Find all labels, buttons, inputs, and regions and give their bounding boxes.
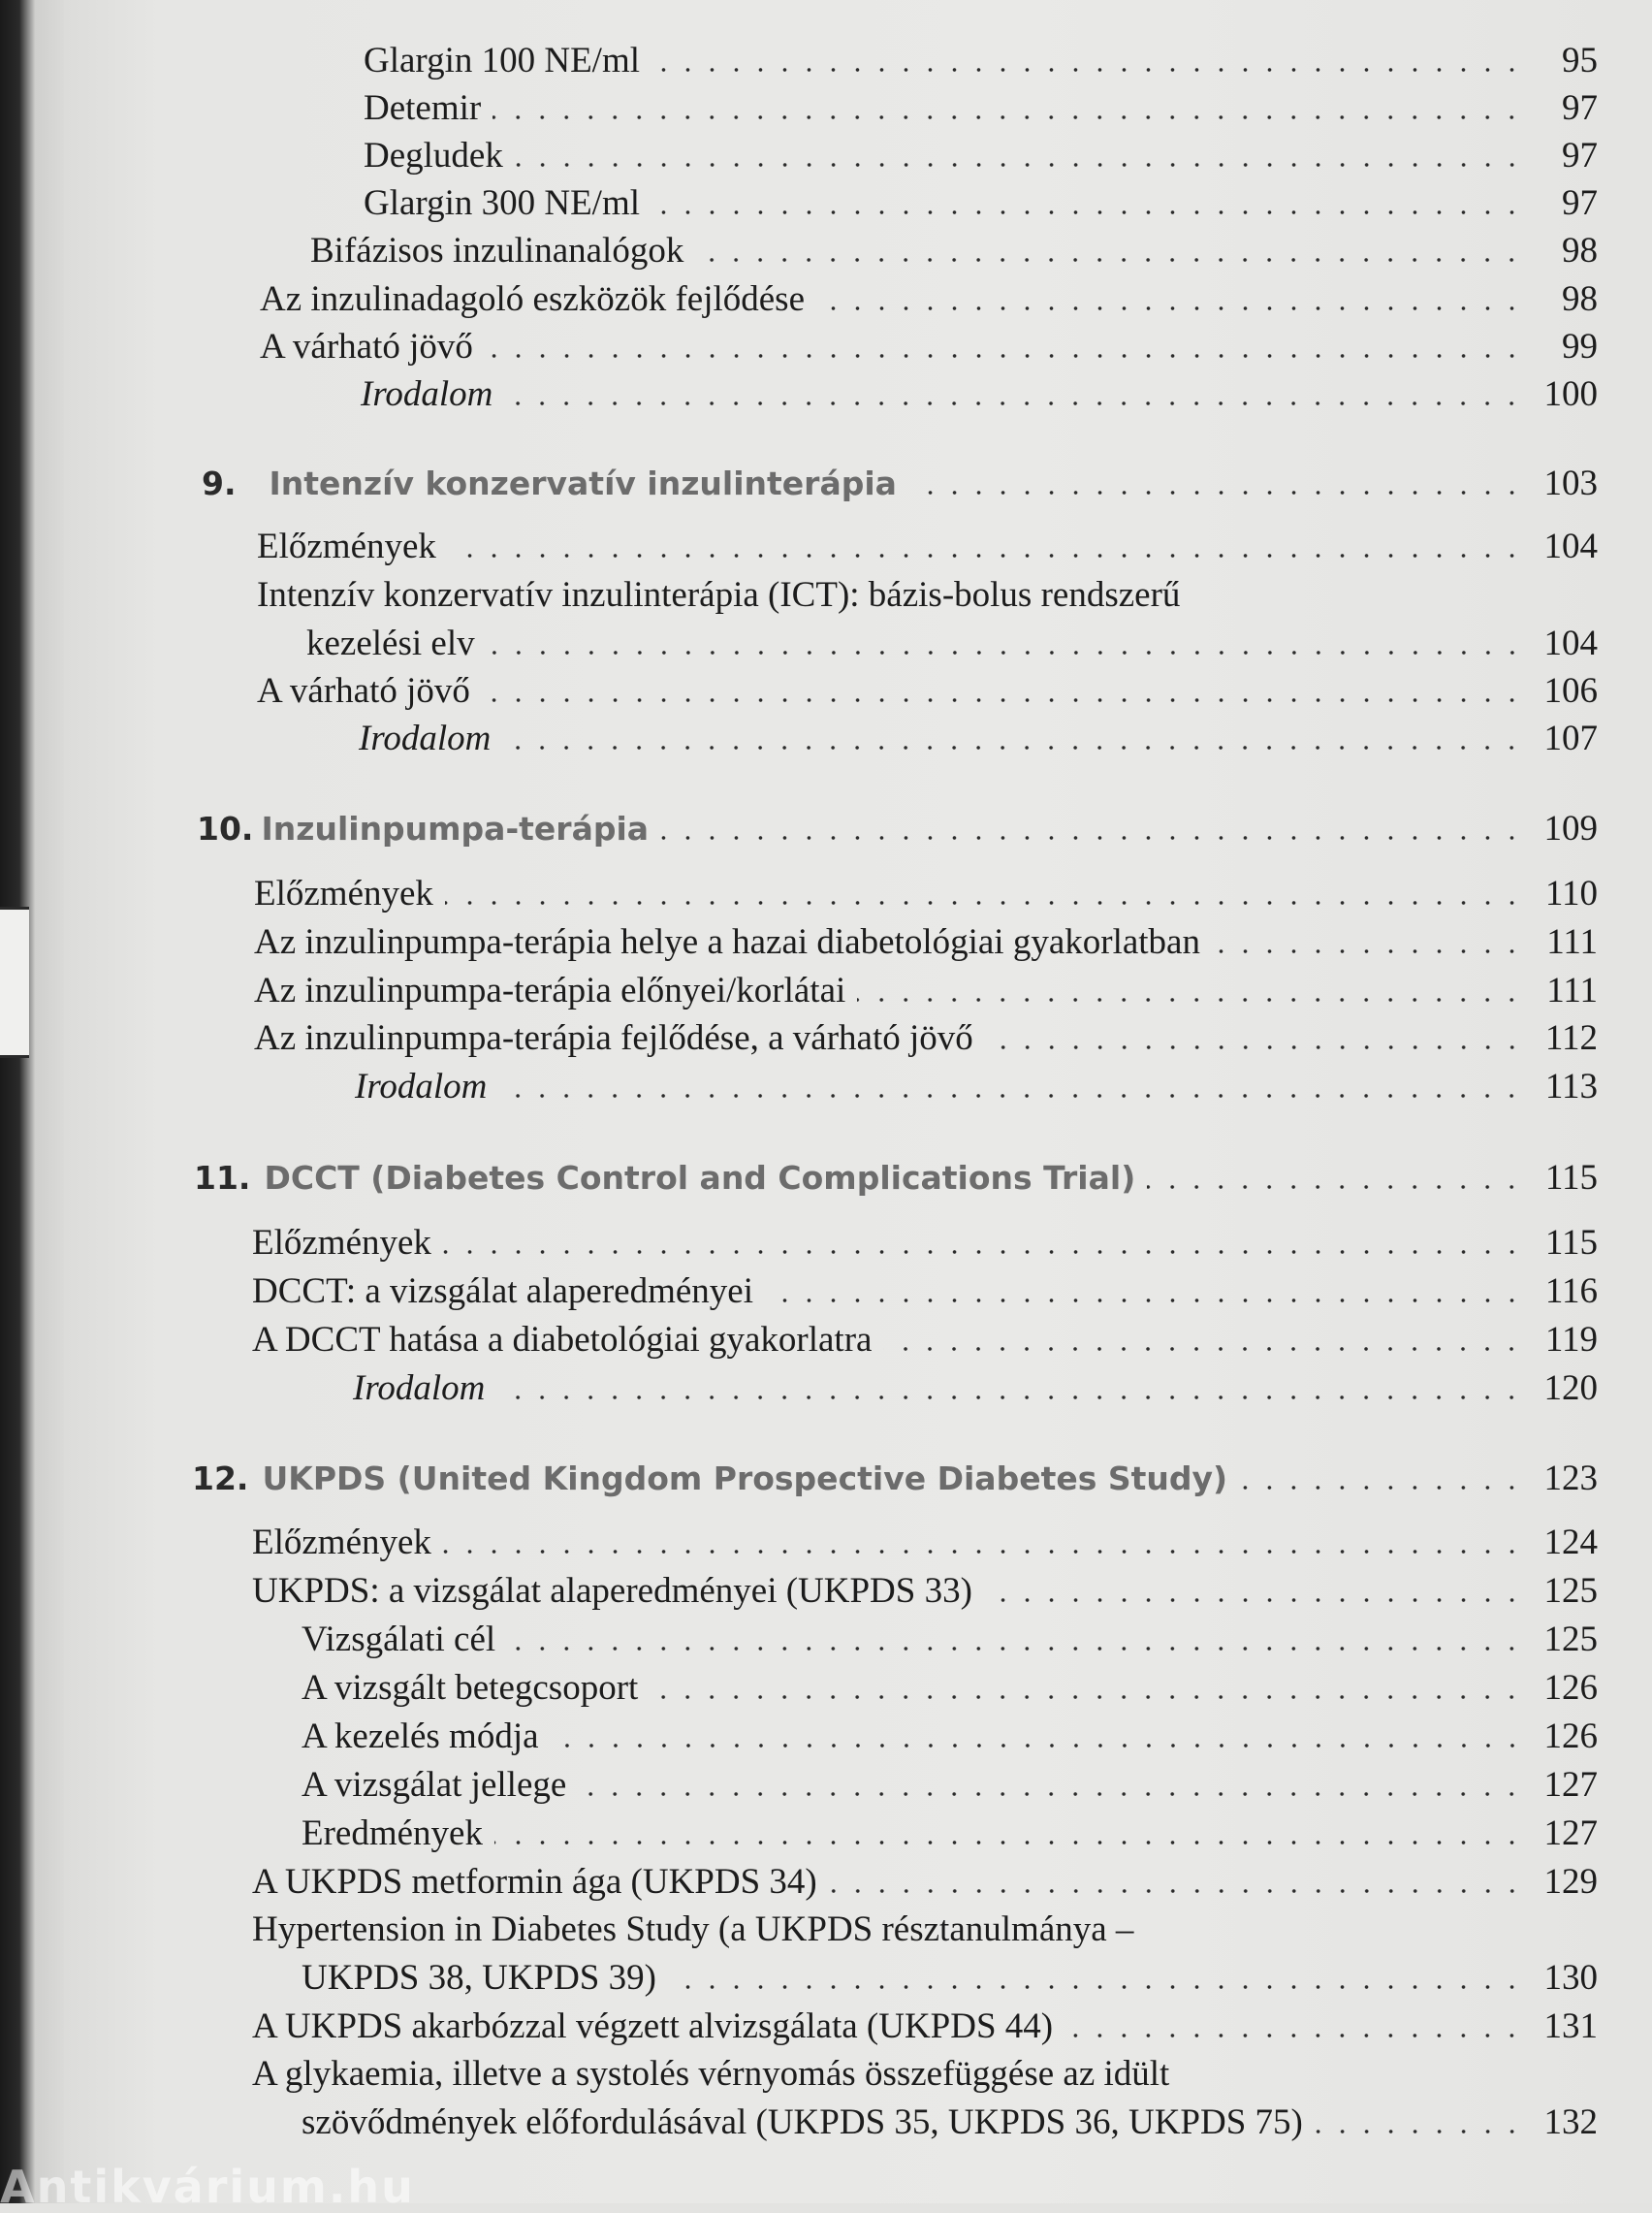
- entry-page: 104: [1543, 527, 1598, 566]
- chapter-number: 9.: [202, 465, 237, 502]
- chapter-page: 123: [1543, 1459, 1598, 1498]
- entry-label: Az inzulinpumpa-terápia előnyei/korlátai: [254, 971, 846, 1010]
- entry-page: 112: [1544, 1018, 1598, 1058]
- chapter-number: 10.: [197, 810, 254, 848]
- toc-entry[interactable]: [364, 185, 1598, 221]
- entry-label: kezelési elv: [306, 624, 475, 663]
- entry-page: 98: [1562, 279, 1598, 319]
- entry-label: Irodalom: [361, 374, 493, 414]
- entry-page: 104: [1543, 624, 1598, 663]
- leader-dots: [1315, 2130, 1524, 2133]
- leader-dots: [816, 306, 1524, 310]
- entry-label: Detemir: [364, 88, 482, 128]
- chapter-number: 12.: [192, 1459, 249, 1497]
- leader-dots: [660, 836, 1524, 840]
- chapter-title: DCCT (Diabetes Control and Complications Trial): [264, 1159, 1136, 1197]
- leader-dots: [829, 1889, 1524, 1893]
- entry-page: 126: [1543, 1668, 1598, 1708]
- toc-entry[interactable]: [302, 1815, 1598, 1851]
- entry-page: 99: [1562, 327, 1598, 367]
- entry-label: szövődmények előfordulásával (UKPDS 35, UKPDS 36, UKPDS 75): [302, 2102, 1303, 2142]
- entry-page: 116: [1544, 1271, 1598, 1311]
- entry-page: 127: [1543, 1813, 1598, 1853]
- toc-entry[interactable]: [302, 1718, 1598, 1754]
- toc-entry[interactable]: [254, 1020, 1598, 1056]
- leader-dots: [857, 998, 1524, 1002]
- toc-entry[interactable]: [306, 625, 1598, 661]
- entry-label: Előzmények: [252, 1523, 431, 1562]
- toc-entry[interactable]: [302, 1767, 1598, 1803]
- leader-dots: [443, 1250, 1524, 1254]
- entry-page: 132: [1543, 2102, 1598, 2142]
- entry-label: Bifázisos inzulinanalógok: [310, 231, 684, 271]
- entry-label: A várható jövő: [260, 327, 473, 367]
- chapter-title: UKPDS (United Kingdom Prospective Diabetes Study): [262, 1459, 1228, 1497]
- chapter-11-heading[interactable]: [194, 1160, 1598, 1196]
- entry-label: A várható jövő: [257, 671, 470, 711]
- chapter-9-heading[interactable]: [202, 465, 1598, 501]
- toc-entry-references[interactable]: [361, 376, 1598, 412]
- chapter-number: 11.: [194, 1159, 251, 1197]
- entry-label: Irodalom: [353, 1368, 486, 1408]
- entry-page: 95: [1562, 41, 1598, 80]
- chapter-title: Intenzív konzervatív inzulinterápia: [269, 465, 897, 502]
- entry-label: Degludek: [364, 136, 503, 176]
- leader-dots: [695, 258, 1524, 262]
- entry-page: 100: [1543, 374, 1598, 414]
- leader-dots: [651, 68, 1524, 72]
- entry-page: 124: [1543, 1523, 1598, 1562]
- leader-dots: [1064, 2034, 1524, 2037]
- toc-entry[interactable]: [302, 1670, 1598, 1706]
- leader-dots: [651, 210, 1524, 214]
- entry-label: Irodalom: [359, 719, 492, 758]
- toc-entry-references[interactable]: [359, 721, 1598, 756]
- toc-entry[interactable]: [252, 1322, 1598, 1358]
- leader-dots: [498, 1094, 1524, 1098]
- toc-entry-references[interactable]: [353, 1370, 1598, 1406]
- leader-dots: [908, 491, 1524, 495]
- toc-entry[interactable]: [302, 2104, 1598, 2140]
- toc-entry[interactable]: [257, 673, 1598, 709]
- leader-dots: [496, 1395, 1524, 1399]
- chapter-page: 109: [1543, 809, 1598, 849]
- toc-entry[interactable]: [252, 1573, 1598, 1609]
- entry-page: 127: [1543, 1765, 1598, 1805]
- toc-entry[interactable]: [254, 973, 1598, 1009]
- leader-dots: [448, 554, 1524, 558]
- entry-page: 110: [1544, 874, 1598, 914]
- book-binding: [0, 0, 64, 2203]
- toc-entry[interactable]: [252, 1273, 1598, 1309]
- toc-entry[interactable]: [364, 43, 1598, 79]
- entry-label: Az inzulinpumpa-terápia helye a hazai diabetológiai gyakorlatban: [254, 922, 1200, 962]
- toc-entry[interactable]: [302, 1960, 1598, 1996]
- toc-entry[interactable]: [252, 1524, 1598, 1560]
- toc-entry[interactable]: [252, 2008, 1598, 2044]
- leader-dots: [578, 1792, 1524, 1796]
- entry-label: Előzmények: [254, 874, 433, 914]
- binding-tab: [0, 907, 29, 1058]
- leader-dots: [515, 163, 1524, 167]
- entry-label: Glargin 300 NE/ml: [364, 183, 641, 223]
- chapter-12-heading[interactable]: [192, 1460, 1598, 1496]
- leader-dots: [650, 1695, 1524, 1699]
- entry-page: 129: [1543, 1862, 1598, 1902]
- toc-entry[interactable]: [310, 233, 1598, 269]
- entry-label: UKPDS 38, UKPDS 39): [302, 1958, 656, 1998]
- leader-dots: [445, 901, 1524, 905]
- entry-label: Glargin 100 NE/ml: [364, 41, 641, 80]
- leader-dots: [502, 746, 1524, 750]
- leader-dots: [883, 1347, 1524, 1351]
- entry-label: DCCT: a vizsgálat alaperedményei: [252, 1271, 753, 1311]
- entry-label: A vizsgálat jellege: [302, 1765, 567, 1805]
- toc-entry[interactable]: [257, 529, 1598, 564]
- leader-dots: [985, 1045, 1524, 1049]
- entry-label: Az inzulinpumpa-terápia fejlődése, a várható jövő: [254, 1018, 973, 1058]
- entry-page: 97: [1562, 136, 1598, 176]
- entry-page: 131: [1543, 2006, 1598, 2046]
- entry-label: A DCCT hatása a diabetológiai gyakorlatra: [252, 1320, 873, 1360]
- entry-page: 120: [1543, 1368, 1598, 1408]
- entry-label: A kezelés módja: [302, 1716, 539, 1756]
- leader-dots: [492, 115, 1524, 119]
- entry-label: Eredmények: [302, 1813, 483, 1853]
- entry-page: 106: [1543, 671, 1598, 711]
- chapter-page: 115: [1544, 1158, 1598, 1198]
- toc-entry[interactable]: [252, 1864, 1598, 1900]
- leader-dots: [443, 1550, 1524, 1554]
- toc-entry[interactable]: [254, 876, 1598, 912]
- entry-page: 111: [1546, 922, 1598, 962]
- toc-entry[interactable]: [254, 924, 1598, 960]
- watermark: Antikvárium.hu: [0, 2161, 415, 2213]
- toc-entry[interactable]: [364, 90, 1598, 126]
- entry-page: 119: [1544, 1320, 1598, 1360]
- leader-dots: [1239, 1486, 1524, 1490]
- toc-entry-wrapped-line[interactable]: Intenzív konzervatív inzulinterápia (ICT): bázis-bolus rendszerű: [257, 575, 1181, 615]
- leader-dots: [765, 1299, 1524, 1302]
- leader-dots: [551, 1744, 1524, 1748]
- leader-dots: [485, 354, 1524, 358]
- entry-label: UKPDS: a vizsgálat alaperedményei (UKPDS 33): [252, 1571, 972, 1611]
- leader-dots: [984, 1598, 1524, 1602]
- leader-dots: [487, 651, 1524, 655]
- toc-entry-wrapped-line[interactable]: Hypertension in Diabetes Study (a UKPDS résztanulmánya –: [252, 1909, 1134, 1949]
- leader-dots: [482, 698, 1524, 702]
- leader-dots: [504, 401, 1524, 405]
- toc-entry[interactable]: [260, 281, 1598, 317]
- chapter-10-heading[interactable]: [197, 811, 1598, 847]
- toc-entry[interactable]: [252, 1225, 1598, 1261]
- toc-entry[interactable]: [364, 138, 1598, 174]
- entry-page: 111: [1546, 971, 1598, 1010]
- entry-label: Előzmények: [257, 527, 436, 566]
- leader-dots: [1212, 949, 1524, 953]
- chapter-page: 103: [1543, 464, 1598, 503]
- toc-entry[interactable]: [302, 1621, 1598, 1657]
- entry-label: A vizsgált betegcsoport: [302, 1668, 639, 1708]
- entry-page: 107: [1543, 719, 1598, 758]
- entry-page: 115: [1544, 1223, 1598, 1263]
- entry-label: Előzmények: [252, 1223, 431, 1263]
- entry-page: 130: [1543, 1958, 1598, 1998]
- entry-page: 125: [1543, 1571, 1598, 1611]
- leader-dots: [494, 1841, 1524, 1844]
- leader-dots: [507, 1647, 1524, 1651]
- entry-page: 97: [1562, 88, 1598, 128]
- entry-page: 126: [1543, 1716, 1598, 1756]
- entry-page: 113: [1544, 1067, 1598, 1106]
- entry-page: 98: [1562, 231, 1598, 271]
- leader-dots: [668, 1985, 1524, 1989]
- toc-entry-wrapped-line[interactable]: A glykaemia, illetve a systolés vérnyomás összefüggése az idült: [252, 2054, 1170, 2094]
- chapter-title: Inzulinpumpa-terápia: [261, 810, 650, 848]
- entry-label: Az inzulinadagoló eszközök fejlődése: [260, 279, 805, 319]
- entry-page: 97: [1562, 183, 1598, 223]
- toc-entry[interactable]: [260, 329, 1598, 365]
- entry-label: Irodalom: [355, 1067, 488, 1106]
- toc-entry-references[interactable]: [355, 1069, 1598, 1105]
- entry-label: A UKPDS metformin ága (UKPDS 34): [252, 1862, 817, 1902]
- leader-dots: [1147, 1185, 1524, 1189]
- entry-label: Vizsgálati cél: [302, 1620, 496, 1659]
- entry-page: 125: [1543, 1620, 1598, 1659]
- entry-label: A UKPDS akarbózzal végzett alvizsgálata (UKPDS 44): [252, 2006, 1054, 2046]
